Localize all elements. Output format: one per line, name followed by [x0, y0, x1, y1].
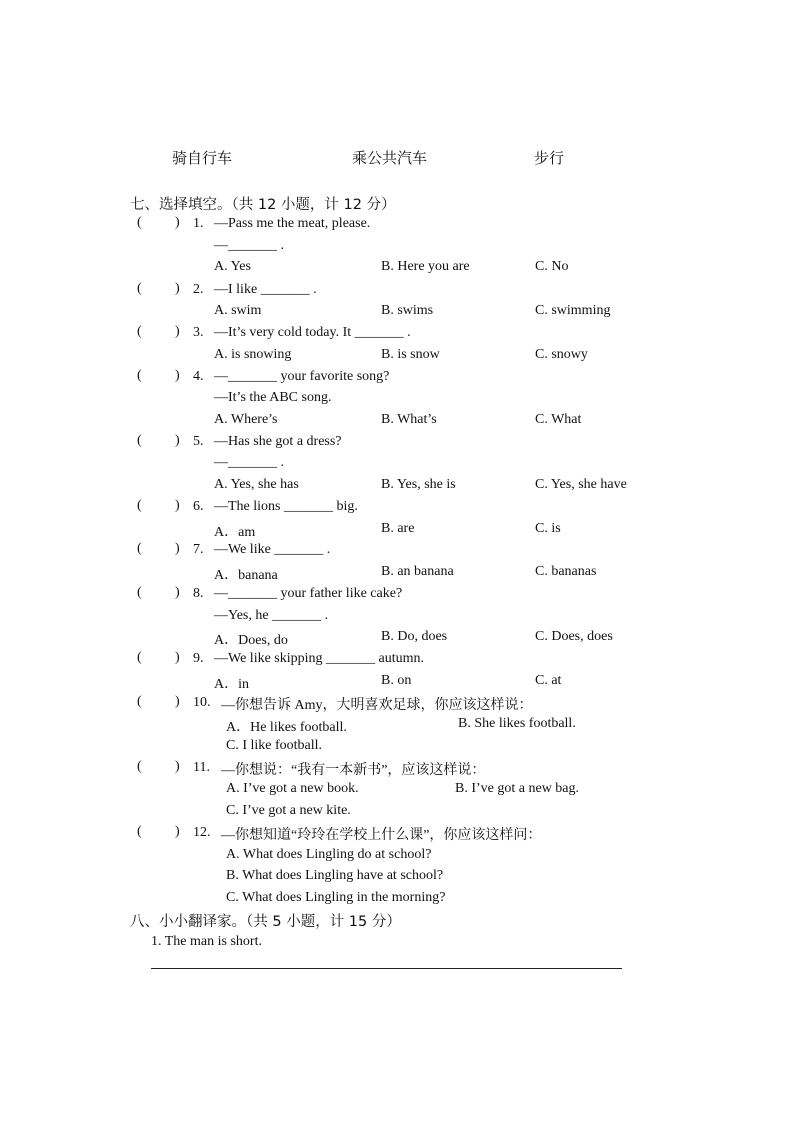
question-stem-12: —你想知道“玲玲在学校上什么课”，你应该这样问： — [221, 828, 542, 843]
option-7c: C. bananas — [535, 564, 597, 579]
question-stem-2: —I like _______ . — [214, 282, 317, 297]
question-number-3: 3. — [193, 325, 204, 340]
question-stem-11: —你想说：“我有一本新书”，应该这样说： — [221, 763, 486, 778]
option-3c: C. snowy — [535, 347, 588, 362]
option-2a: A. swim — [214, 303, 262, 318]
question-number-10: 10. — [193, 695, 211, 710]
option-3a: A. is snowing — [214, 347, 292, 362]
question-number-12: 12. — [193, 825, 211, 840]
question-stem-7: —We like _______ . — [214, 542, 331, 557]
option-8c: C. Does, does — [535, 629, 613, 644]
question-stem-3: —It’s very cold today. It _______ . — [214, 325, 411, 340]
question-stem-5: —Has she got a dress? — [214, 434, 342, 449]
question-stem-10: —你想告诉 Amy，大明喜欢足球，你应该这样说： — [221, 698, 533, 713]
option-9a: A．in — [214, 677, 249, 692]
option-10b: B. She likes football. — [458, 716, 576, 731]
question-stem-9: —We like skipping _______ autumn. — [214, 651, 425, 666]
option-7a: A．banana — [214, 568, 278, 583]
option-9c: C. at — [535, 673, 562, 688]
translation-item-1: 1. The man is short. — [151, 934, 262, 949]
option-2b: B. swims — [381, 303, 434, 318]
option-10c: C. I like football. — [226, 738, 323, 753]
option-11b: B. I’ve got a new bag. — [455, 781, 580, 796]
option-12b: B. What does Lingling have at school? — [226, 868, 444, 883]
section8-title: 八、小小翻译家。（共 5 小题，计 15 分） — [130, 914, 401, 930]
section7-title: 七、选择填空。（共 12 小题，计 12 分） — [130, 197, 396, 213]
question-stem-1: —Pass me the meat, please. — [214, 216, 371, 231]
question-number-6: 6. — [193, 499, 204, 514]
option-4a: A. Where’s — [214, 412, 278, 427]
option-2c: C. swimming — [535, 303, 611, 318]
option-11c: C. I’ve got a new kite. — [226, 803, 351, 818]
question-reply-8: —Yes, he _______ . — [214, 608, 329, 623]
question-reply-1: —_______ . — [214, 238, 284, 253]
question-reply-4: —It’s the ABC song. — [214, 390, 332, 405]
option-5b: B. Yes, she is — [381, 477, 456, 492]
option-1a: A. Yes — [214, 259, 251, 274]
option-4c: C. What — [535, 412, 582, 427]
option-10a: A．He likes football. — [226, 720, 347, 735]
question-number-9: 9. — [193, 651, 204, 666]
transport-walk: 步行 — [534, 149, 565, 167]
option-8b: B. Do, does — [381, 629, 448, 644]
question-number-1: 1. — [193, 216, 204, 231]
transport-bike: 骑自行车 — [172, 149, 233, 167]
option-12c: C. What does Lingling in the morning? — [226, 890, 446, 905]
option-1c: C. No — [535, 259, 569, 274]
question-stem-8: —_______ your father like cake? — [214, 586, 403, 601]
option-11a: A. I’ve got a new book. — [226, 781, 359, 796]
question-stem-4: —_______ your favorite song? — [214, 369, 390, 384]
question-reply-5: —_______ . — [214, 455, 284, 470]
question-number-2: 2. — [193, 282, 204, 297]
question-number-4: 4. — [193, 369, 204, 384]
question-number-8: 8. — [193, 586, 204, 601]
translation-answer-line-1[interactable] — [151, 968, 622, 969]
question-number-7: 7. — [193, 542, 204, 557]
question-stem-6: —The lions _______ big. — [214, 499, 358, 514]
option-6c: C. is — [535, 521, 561, 536]
option-12a: A. What does Lingling do at school? — [226, 847, 432, 862]
option-8a: A．Does, do — [214, 633, 288, 648]
option-9b: B. on — [381, 673, 412, 688]
question-number-11: 11. — [193, 760, 210, 775]
option-3b: B. is snow — [381, 347, 440, 362]
option-6b: B. are — [381, 521, 415, 536]
option-5a: A. Yes, she has — [214, 477, 299, 492]
transport-bus: 乘公共汽车 — [352, 149, 428, 167]
option-6a: A．am — [214, 525, 256, 540]
question-number-5: 5. — [193, 434, 204, 449]
option-7b: B. an banana — [381, 564, 454, 579]
option-4b: B. What’s — [381, 412, 437, 427]
option-1b: B. Here you are — [381, 259, 470, 274]
option-5c: C. Yes, she have — [535, 477, 627, 492]
